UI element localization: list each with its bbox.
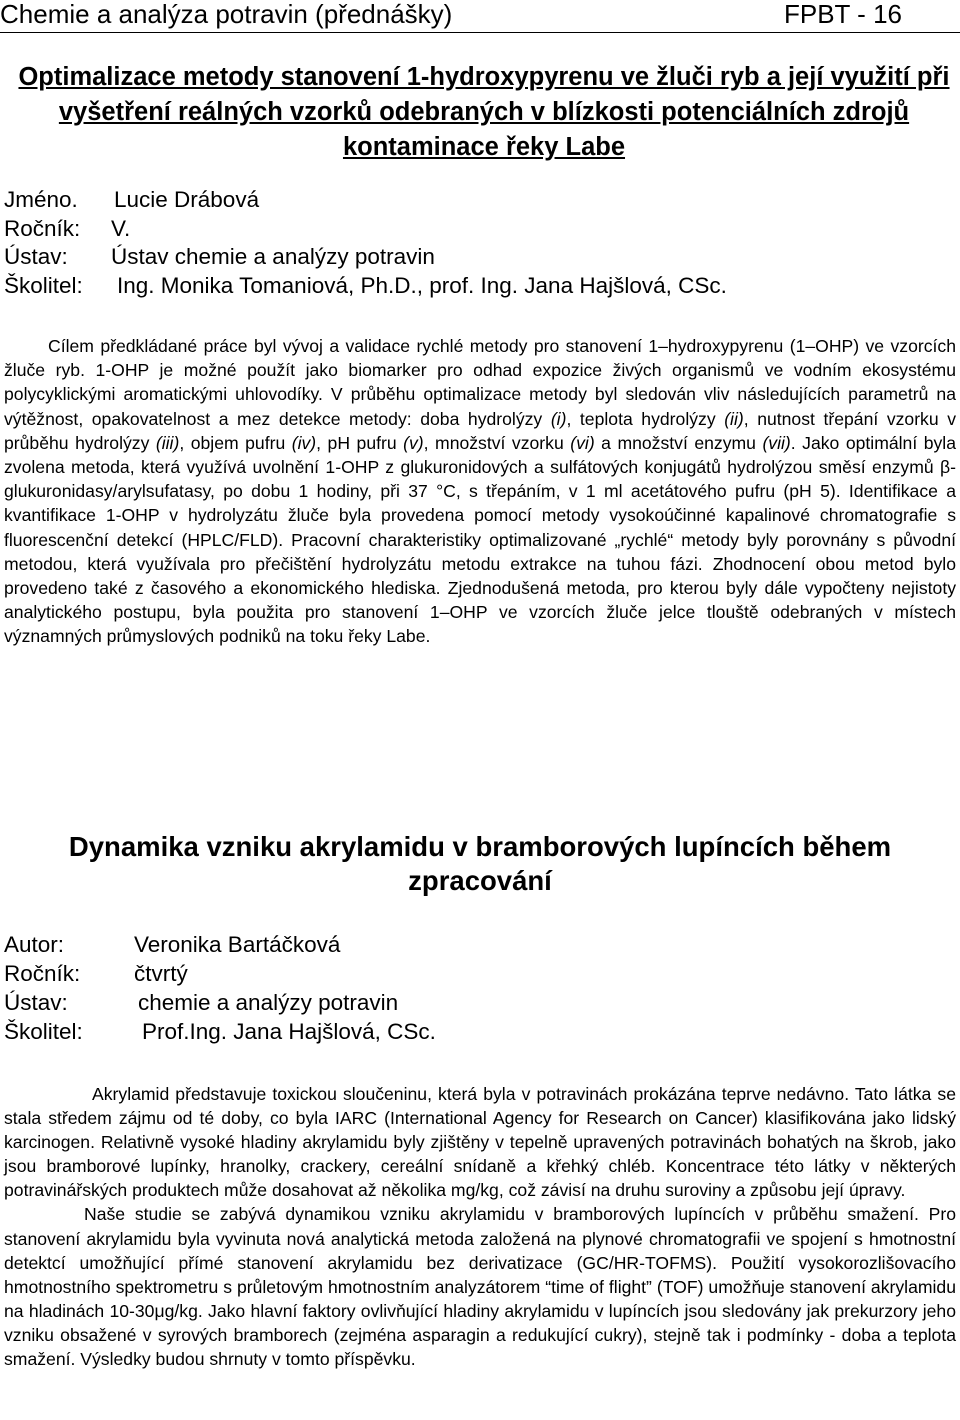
info-value: Ústav chemie a analýzy potravin [111,244,435,269]
article2-title-text: Dynamika vzniku akrylamidu v bramborových lupíncích během zpracování [68,831,892,896]
header-course-title: Chemie a analýza potravin (přednášky) [0,0,453,29]
abstract-paragraph: Cílem předkládané práce byl vývoj a validace rychlé metody pro stanovení 1–hydroxypyrenu (1–OHP) ve vzorcích žluče ryb. 1-OHP je možné použít jako biomarker pro odhad expozice živých organismů ve vodním ekosystému polycyklickými aromatickými uhlovodíky. V průběhu optimalizace metody byl sledován vliv následujících parametrů na výtěžnost, opakovatelnost a mez detekce metody: doba hydrolýzy (i), teplota hydrolýzy (ii), nutnost třepání vzorku v průběhu hydrolýzy (iii), objem pufru (iv), pH pufru (v), množství vzorku (vi) a množství enzymu (vii). Jako optimální byla zvolena metoda, která využívá uvolnění 1-OHP z glukuronidových a sulfátových konjugátů hydrolýzou směsí enzymů β-glukuronidasy/arylsufatasy, po dobu 1 hodiny, při 37 °C, s třepáním, v 1 ml acetátového pufru (pH 5). Identifikace a kvantifikace 1-OHP v hydrolyzátu žluče byla provedena pomocí metody vysokoúčinné kapalinové chromatografie s fluorescenční detekcí (HPLC/FLD). Pracovní charakteristiky optimalizované „rychlé“ metody byly porovnány s původní metodou, která využívala pro přečištění hydrolyzátu metodu extrakce na tuhou fázi. Zhodnocení obou metod bylo provedeno také z časového a ekonomického hlediska. Zjednodušená metoda, pro kterou byly dále vypočteny nejistoty analytického postupu, byla použita pro stanovení 1–OHP ve vzorcích žluče jelce tlouště odebraných v místech významných průmyslových podniků na toku řeky Labe. [4,336,957,647]
article2-abstract [4,1082,956,1371]
info-value: Prof.Ing. Jana Hajšlová, CSc. [142,1019,436,1044]
info-value: chemie a analýzy potravin [138,990,399,1015]
article1-title: Optimalizace metody stanovení 1-hydroxypyrenu ve žluči ryb a její využití při vyšetření reálných vzorků odebraných v blízkosti potenciálních zdrojů kontaminace řeky Labe [18,63,950,161]
article1-abstract [4,334,956,649]
info-label: Ústav: [4,990,68,1015]
info-value: Lucie Drábová [114,187,260,212]
info-value: Ing. Monika Tomaniová, Ph.D., prof. Ing. Jana Hajšlová, CSc. [117,272,727,298]
info-value: V. [111,215,131,241]
info-label: Autor: [4,932,65,957]
article2-title [0,830,960,898]
info-value: čtvrtý [134,961,188,986]
page-header [0,0,960,33]
info-label: Jméno. [4,187,78,212]
info-label: Ročník: [4,961,81,986]
info-label: Školitel: [4,272,83,298]
info-label: Školitel: [4,1019,83,1044]
info-label: Ústav: [4,244,68,269]
abstract-paragraph: Naše studie se zabývá dynamikou vzniku akrylamidu v bramborových lupíncích v průběhu smažení. Pro stanovení akrylamidu byla vyvinuta nová analytická metoda založená na plynové chromatografii ve spojení s hmotnostní detektcí umožňující přímé stanovení akrylamidu bez derivatizace (GC/HR-TOFMS). Použití vysokorozlišovacího hmotnostního spektrometru s průletovým hmotnostním analyzátorem “time of flight” (TOF) umožňuje stanovení akrylamidu na hladinách 10-30μg/kg. Jako hlavní faktory ovlivňující hladiny akrylamidu v lupíncích jsou sledovány jak prekurzory jeho vzniku obsažené v syrových bramborech (zejména asparagin a redukující cukry), stejně tak i podmínky - doba a teplota smažení. Výsledky budou shrnuty v tomto příspěvku. [4,1204,956,1370]
info-value: Veronika Bartáčková [134,932,341,957]
header-code: FPBT - 16 [783,0,902,29]
abstract-paragraph: Akrylamid představuje toxickou sloučeninu, která byla v potravinách prokázána teprve nedávno. Tato látka se stala středem zájmu od té doby, co byla IARC (International Agency for Research on Cancer) klasifikována jako lidský karcinogen. Relativně vysoké hladiny akrylamidu byly zjištěny v tepelně upravených potravinách bohatých na škrob, jako jsou bramborové lupínky, hranolky, crackery, cereální snídaně a křehký chléb. Koncentrace této látky v některých potravinářských produktech může dosahovat až několika mg/kg, což závisí na druhu suroviny a způsobu její úpravy. [4,1084,956,1201]
info-label: Ročník: [4,215,81,241]
